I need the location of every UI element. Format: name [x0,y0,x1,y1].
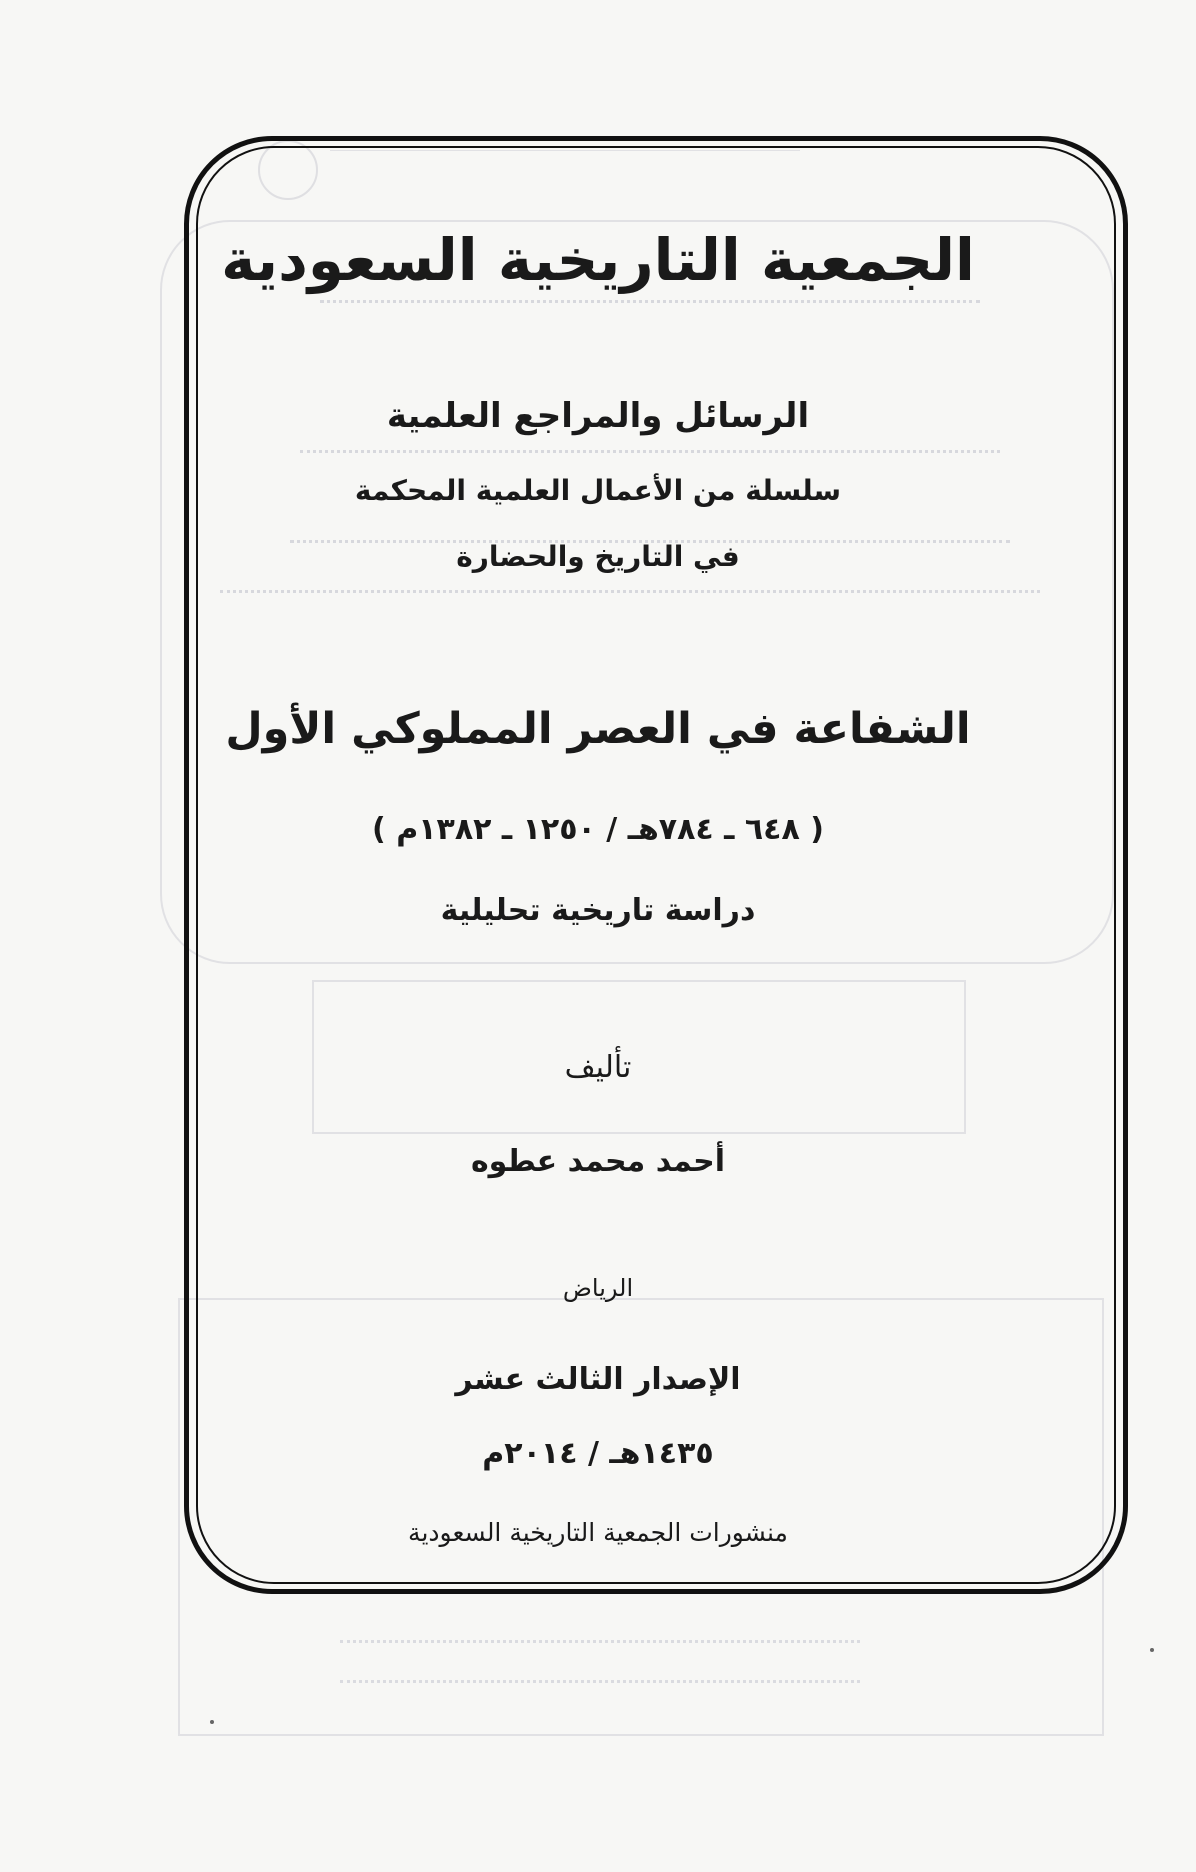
publication-year: ١٤٣٥هـ / ٢٠١٤م [482,1436,714,1471]
date-range: ( ٦٤٨ ـ ٧٨٤هـ / ١٢٥٠ ـ ١٣٨٢م ) [372,812,824,847]
series-title: الرسائل والمراجع العلمية [386,396,810,436]
series-subtitle: سلسلة من الأعمال العلمية المحكمة [354,474,842,507]
author-label: تأليف [564,1050,632,1085]
bleed-through-line [340,1680,860,1693]
speck [1150,1648,1154,1652]
speck [210,1720,214,1724]
edition: الإصدار الثالث عشر [455,1362,741,1397]
bleed-through-line [340,1640,860,1653]
series-field: في التاريخ والحضارة [456,540,740,573]
study-type: دراسة تاريخية تحليلية [440,893,756,928]
author-name: أحمد محمد عطوه [470,1144,726,1179]
book-title: الشفاعة في العصر المملوكي الأول [225,704,971,754]
publisher: منشورات الجمعية التاريخية السعودية [408,1518,788,1547]
society-name: الجمعية التاريخية السعودية [221,226,975,294]
publication-city: الرياض [562,1274,634,1302]
